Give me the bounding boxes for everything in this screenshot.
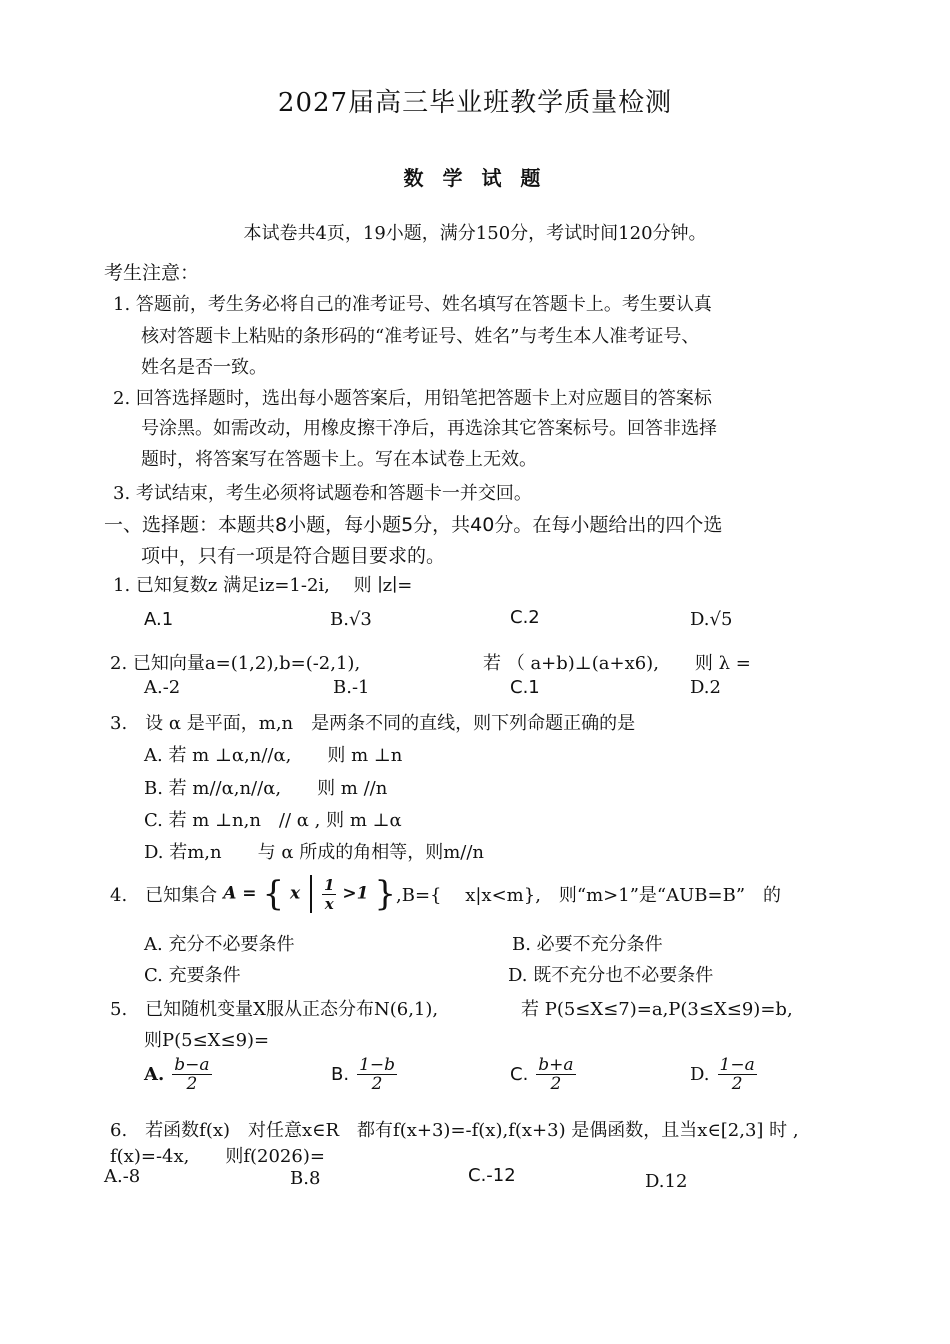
q4-option-a: A. 充分不必要条件 <box>144 934 295 955</box>
fraction-numerator: 1 <box>324 875 335 894</box>
q5-option-a <box>144 1056 212 1093</box>
q4-stem-suffix: ,B={ x|x<m}, 则“m>1”是“AUB=B” 的 <box>396 885 782 906</box>
question-1-stem: 1. 已知复数z 满足iz=1-2i, 则 ∣z∣= <box>113 575 413 596</box>
q1-option-c: C.2 <box>510 607 540 628</box>
set-a-relation: >1 <box>342 883 369 904</box>
q3-option-a: A. 若 m ⊥α,n//α, 则 m ⊥n <box>144 745 403 766</box>
set-a-var: x <box>290 883 301 904</box>
set-a-fraction <box>322 876 336 913</box>
q1-option-a: A.1 <box>144 609 174 630</box>
q1-option-d: D.√5 <box>690 609 733 630</box>
note-line: 姓名是否一致。 <box>141 357 267 378</box>
q2-option-c: C.1 <box>510 677 540 698</box>
q6-option-c: C.-12 <box>468 1165 516 1186</box>
q2-option-d: D.2 <box>690 677 721 698</box>
section-heading-cont: 项中，只有一项是符合题目要求的。 <box>141 545 446 567</box>
option-fraction <box>357 1056 397 1093</box>
q1-option-b: B.√3 <box>330 609 372 630</box>
q6-option-d: D.12 <box>645 1171 688 1192</box>
exam-subtitle: 数 学 试 题 <box>403 166 547 190</box>
open-brace: { <box>262 874 285 914</box>
q6-option-b: B.8 <box>290 1168 321 1189</box>
q5-option-d <box>690 1056 757 1093</box>
q2-option-b: B.-1 <box>333 677 370 698</box>
question-6-stem: 6. 若函数f(x) 对任意x∈R 都有f(x+3)=-f(x),f(x+3) 是偶函数，且当x∈[2,3] 时 , <box>110 1120 799 1141</box>
option-fraction <box>172 1056 211 1093</box>
fraction-numerator: b+a <box>538 1055 574 1075</box>
q4-option-b: B. 必要不充分条件 <box>512 934 663 955</box>
exam-info: 本试卷共4页，19小题，满分150分，考试时间120分钟。 <box>243 223 707 244</box>
note-line: 核对答题卡上粘贴的条形码的“准考证号、姓名”与考生本人准考证号、 <box>141 326 700 347</box>
notes-heading: 考生注意： <box>104 262 200 284</box>
question-3-stem: 3. 设 α 是平面，m,n 是两条不同的直线，则下列命题正确的是 <box>110 713 636 734</box>
section-heading: 一、选择题：本题共8小题，每小题5分，共40分。在每小题给出的四个选 <box>104 514 723 536</box>
q6-option-a: A.-8 <box>104 1166 141 1187</box>
q4-option-c: C. 充要条件 <box>144 965 241 986</box>
exam-title: 2027届高三毕业班教学质量检测 <box>277 88 673 118</box>
q5-option-b <box>331 1056 397 1093</box>
fraction-denominator: x <box>324 894 334 913</box>
fraction-denominator: 2 <box>186 1074 198 1094</box>
fraction-denominator: 2 <box>550 1074 562 1094</box>
set-a-name: A = <box>223 883 257 904</box>
fraction-numerator: 1−b <box>359 1055 396 1075</box>
note-line: 2. 回答选择题时，选出每小题答案后，用铅笔把答题卡上对应题目的答案标 <box>113 388 712 409</box>
set-divider <box>310 875 312 913</box>
option-letter: D. <box>690 1064 710 1085</box>
note-line: 题时，将答案写在答题卡上。写在本试卷上无效。 <box>141 449 537 470</box>
option-fraction <box>718 1056 757 1093</box>
fraction-numerator: 1−a <box>719 1055 755 1075</box>
q4-option-d: D. 既不充分也不必要条件 <box>508 965 714 986</box>
fraction-denominator: 2 <box>371 1074 383 1094</box>
question-5-stem: 5. 已知随机变量X服从正态分布N(6,1), <box>110 999 439 1020</box>
q4-stem-prefix: 4. 已知集合 <box>110 885 218 906</box>
q2-option-a: A.-2 <box>144 677 181 698</box>
note-line: 号涂黑。如需改动，用橡皮擦干净后，再选涂其它答案标号。回答非选择 <box>141 418 717 439</box>
question-6-stem-cont: f(x)=-4x, 则f(2026)= <box>110 1146 325 1167</box>
q5-option-c <box>510 1056 576 1093</box>
option-letter: A. <box>144 1064 165 1085</box>
fraction-numerator: b−a <box>174 1055 210 1075</box>
option-fraction <box>536 1056 575 1093</box>
close-brace: } <box>374 874 397 914</box>
question-4-stem <box>110 870 781 918</box>
option-letter: B. <box>331 1064 350 1085</box>
q3-option-b: B. 若 m//α,n//α, 则 m //n <box>144 778 388 799</box>
note-line: 3. 考试结束，考生必须将试题卷和答题卡一并交回。 <box>113 483 532 504</box>
question-2-stem-cont: 若 （ a+b)⊥(a+x6), 则 λ = <box>483 653 751 674</box>
note-line: 1. 答题前，考生务必将自己的准考证号、姓名填写在答题卡上。考生要认真 <box>113 294 712 315</box>
fraction-denominator: 2 <box>731 1074 743 1094</box>
q3-option-c: C. 若 m ⊥n,n // α , 则 m ⊥α <box>144 810 402 831</box>
question-2-stem: 2. 已知向量a=(1,2),b=(-2,1), <box>110 653 361 674</box>
option-letter: C. <box>510 1064 529 1085</box>
q3-option-d: D. 若m,n 与 α 所成的角相等，则m//n <box>144 842 485 863</box>
question-5-stem-cont: 若 P(5≤X≤7)=a,P(3≤X≤9)=b, <box>521 999 793 1020</box>
question-5-stem-end: 则P(5≤X≤9)= <box>144 1030 270 1051</box>
set-a-expression <box>223 874 396 914</box>
